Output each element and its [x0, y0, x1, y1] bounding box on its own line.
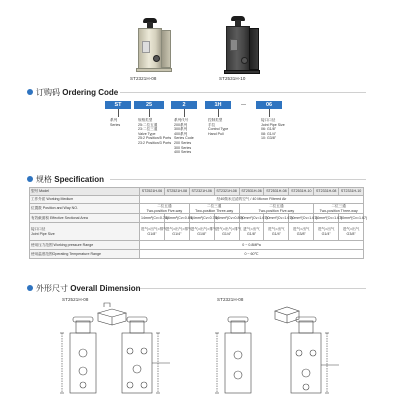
ordering-note-series-code: 系列代号 200系列 300系列 400系列 Series Code 200 Series 300 Series 400 Series [174, 118, 194, 155]
section-bullet-icon [27, 285, 33, 291]
dimension-title: 外形尺寸 Overall Dimension [36, 284, 141, 293]
table-row: 使用压力范围 Working pressure Range 0 ~ 0.8MPa [30, 241, 364, 250]
table-row: 使用温度范围Operating Temperature Range 0 ~ 60℃ [30, 250, 364, 259]
table-row: 型号 Model ST2521H-06 ST2521H-08 ST2321H-06 ST2321H-08 ST2531H-06 ST2531H-08 ST2531H-10 ST2331H-08 ST2331H-10 [30, 188, 364, 196]
specification-table [29, 187, 368, 259]
product-caption-right: ST2531H-10 [219, 76, 246, 81]
specification-title: 规格 Specification [36, 175, 105, 184]
ordering-code-control-type: 1H [205, 101, 231, 109]
ordering-code-series-code: 2 [171, 101, 197, 109]
ordering-note-pipe-size: 接口口径 Joint Pipe Size 06: G1/8" 08: G1/4" 10: G3/8" [261, 118, 285, 141]
ordering-note-valve-type: 规格类型 25:二位五通 23:二位三通 Valve Type 25:2 Position/5 Ports 23:2 Position/3 Ports [138, 118, 172, 145]
ordering-note-series: 系列 Series [110, 118, 121, 127]
ordering-title: 订购码 Ordering Code [36, 88, 119, 97]
table-row: 位置数 Position and Way NO. 二位五通 Two-position Five-way 二位三通 Two-position Three-way 二位五通 Two-position Five-way 二位三通 Two-position Three-way [30, 204, 364, 214]
section-bullet-icon [27, 176, 33, 182]
ordering-code-series: ST [105, 101, 131, 109]
dimension-drawing-right [205, 303, 365, 398]
drawing-caption-left: ST2521H-08 [62, 297, 89, 302]
table-row: 工作介质 Working Medium 经40微米过滤的空气 / 40 Micron Filtered Air [30, 196, 364, 204]
drawing-caption-right: ST2321H-08 [217, 297, 244, 302]
ordering-note-control-type: 控制类型 手拉 Control Type Hand Pull [208, 118, 229, 136]
table-row: 接口口径 Joint Pipe Size 进气=出气=排气 G1/8" 进气=出气=排气 G1/4" 进气=出气=排气 G1/8" 进气=出气=排气 G1/4" 进气=出气 G1/8" 进气=出气 G1/4" 进气=出气 G3/8" 进气=出气 G1/4" 进气=出气 G3/8" [30, 223, 364, 241]
section-bullet-icon [27, 89, 33, 95]
dimension-drawing-left [30, 303, 200, 398]
ordering-code-pipe-size: 06 [256, 101, 282, 109]
table-row: 有效截面积 Effective Sectional Area 14mm²(Cv=0.78) 16mm²(Cv=0.89) 14mm²(Cv=0.78) 16mm²(Cv=0.89) 30mm²(Cv=1.67) 30mm²(Cv=1.67) 30mm²(Cv=1.67) 30mm²(Cv=1.67) 30mm²(Cv=1.67) [30, 214, 364, 223]
product-caption-left: ST2321H-08 [130, 76, 157, 81]
ordering-code-valve-type: 25 [134, 101, 164, 109]
